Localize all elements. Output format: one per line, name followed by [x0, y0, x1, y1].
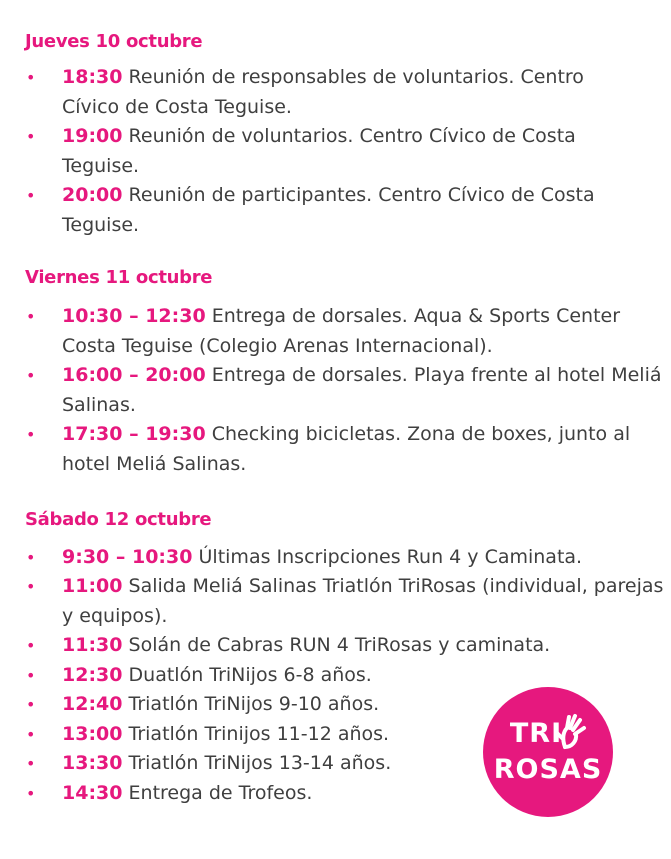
list-item [26, 690, 466, 720]
event-text: Triatlón TriNijos 9-10 años. [128, 693, 380, 715]
event-text: Reunión de responsables de voluntarios. Centro Cívico de Costa Teguise. [62, 66, 584, 118]
bullet-icon: • [26, 636, 36, 655]
event-text: Triatlón Trinijos 11-12 años. [128, 723, 390, 745]
event-text: Reunión de voluntarios. Centro Cívico de Costa Teguise. [62, 125, 576, 177]
bullet-icon: • [26, 695, 36, 714]
logo-text-tri: TRI [509, 718, 563, 749]
event-text: Entrega de Trofeos. [128, 782, 313, 804]
bullet-icon: • [26, 666, 36, 685]
event-time: 10:30 – 12:30 [62, 305, 206, 327]
list-item [26, 631, 666, 661]
day-heading-viernes: Viernes 11 octubre [25, 267, 213, 288]
event-time: 13:00 [62, 723, 123, 745]
event-text: Duatlón TriNijos 6-8 años. [128, 664, 372, 686]
event-time: 12:40 [62, 693, 123, 715]
trirosas-logo [483, 687, 613, 817]
event-time: 11:00 [62, 575, 123, 597]
event-text: Salida Meliá Salinas Triatlón TriRosas (individual, parejas y equipos). [62, 575, 664, 627]
event-time: 18:30 [62, 66, 123, 88]
event-text: Solán de Cabras RUN 4 TriRosas y caminata. [128, 634, 551, 656]
list-item [26, 572, 666, 631]
list-item [26, 543, 666, 573]
event-time: 14:30 [62, 782, 123, 804]
event-time: 12:30 [62, 664, 123, 686]
bullet-icon: • [26, 725, 36, 744]
bullet-icon: • [26, 425, 36, 444]
list-item [26, 779, 466, 809]
bullet-icon: • [26, 577, 36, 596]
list-item [26, 420, 666, 479]
list-item [26, 749, 466, 779]
event-time: 16:00 – 20:00 [62, 364, 206, 386]
event-text: Últimas Inscripciones Run 4 y Caminata. [198, 546, 583, 568]
list-item [26, 122, 646, 181]
hand-icon [483, 687, 613, 817]
list-item [26, 302, 666, 361]
event-time: 19:00 [62, 125, 123, 147]
event-time: 11:30 [62, 634, 123, 656]
list-item [26, 720, 466, 750]
event-text: Triatlón TriNijos 13-14 años. [128, 752, 392, 774]
bullet-icon: • [26, 548, 36, 567]
list-item [26, 181, 626, 240]
bullet-icon: • [26, 754, 36, 773]
bullet-icon: • [26, 68, 36, 87]
bullet-icon: • [26, 307, 36, 326]
event-text: Entrega de dorsales. Playa frente al hotel Meliá Salinas. [62, 364, 662, 416]
list-item [26, 63, 646, 122]
bullet-icon: • [26, 127, 36, 146]
event-time: 13:30 [62, 752, 123, 774]
event-text: Checking bicicletas. Zona de boxes, junto al hotel Meliá Salinas. [62, 423, 631, 475]
list-item [26, 661, 466, 691]
event-time: 17:30 – 19:30 [62, 423, 206, 445]
bullet-icon: • [26, 784, 36, 803]
event-time: 9:30 – 10:30 [62, 546, 193, 568]
bullet-icon: • [26, 366, 36, 385]
day-heading-jueves: Jueves 10 octubre [25, 31, 203, 52]
event-text: Reunión de participantes. Centro Cívico de Costa Teguise. [62, 184, 595, 236]
logo-text-rosas: ROSAS [493, 754, 603, 785]
day-heading-sabado: Sábado 12 octubre [25, 509, 212, 530]
bullet-icon: • [26, 186, 36, 205]
event-text: Entrega de dorsales. Aqua & Sports Center Costa Teguise (Colegio Arenas Internacional). [62, 305, 621, 357]
event-time: 20:00 [62, 184, 123, 206]
list-item [26, 361, 666, 420]
